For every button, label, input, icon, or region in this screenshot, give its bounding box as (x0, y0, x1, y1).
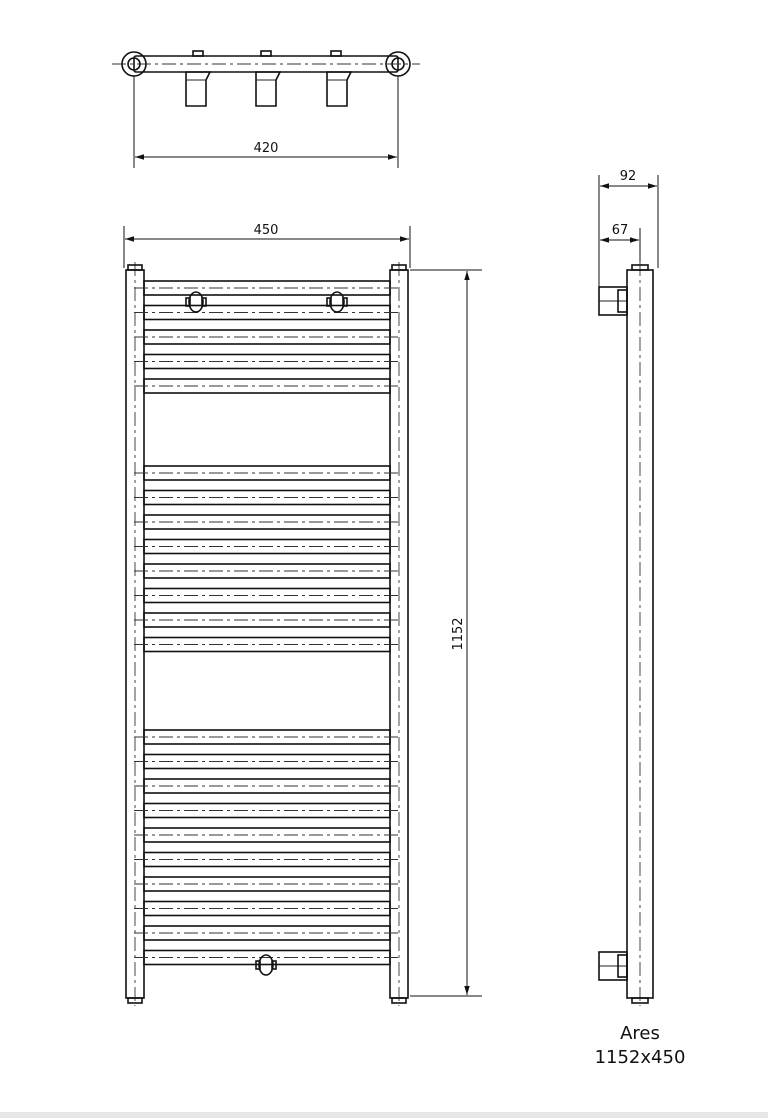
dimension-top-width: 420 (253, 141, 279, 156)
front-view (124, 223, 482, 1006)
valve-2 (256, 72, 280, 106)
model-name: Ares (620, 1023, 660, 1044)
valve-3 (327, 72, 351, 106)
dimension-depth-pipe: 67 (611, 223, 629, 238)
dimension-front-width: 450 (253, 223, 279, 238)
bottom-rule (0, 1112, 768, 1118)
model-caption (560, 1022, 720, 1070)
dimension-height: 1152 (451, 617, 466, 651)
radiator-bars (134, 281, 400, 965)
side-view (599, 169, 658, 1006)
model-size: 1152x450 (594, 1047, 686, 1068)
dimension-depth-total: 92 (619, 169, 637, 184)
top-view (112, 51, 420, 168)
valve-1 (186, 72, 210, 106)
